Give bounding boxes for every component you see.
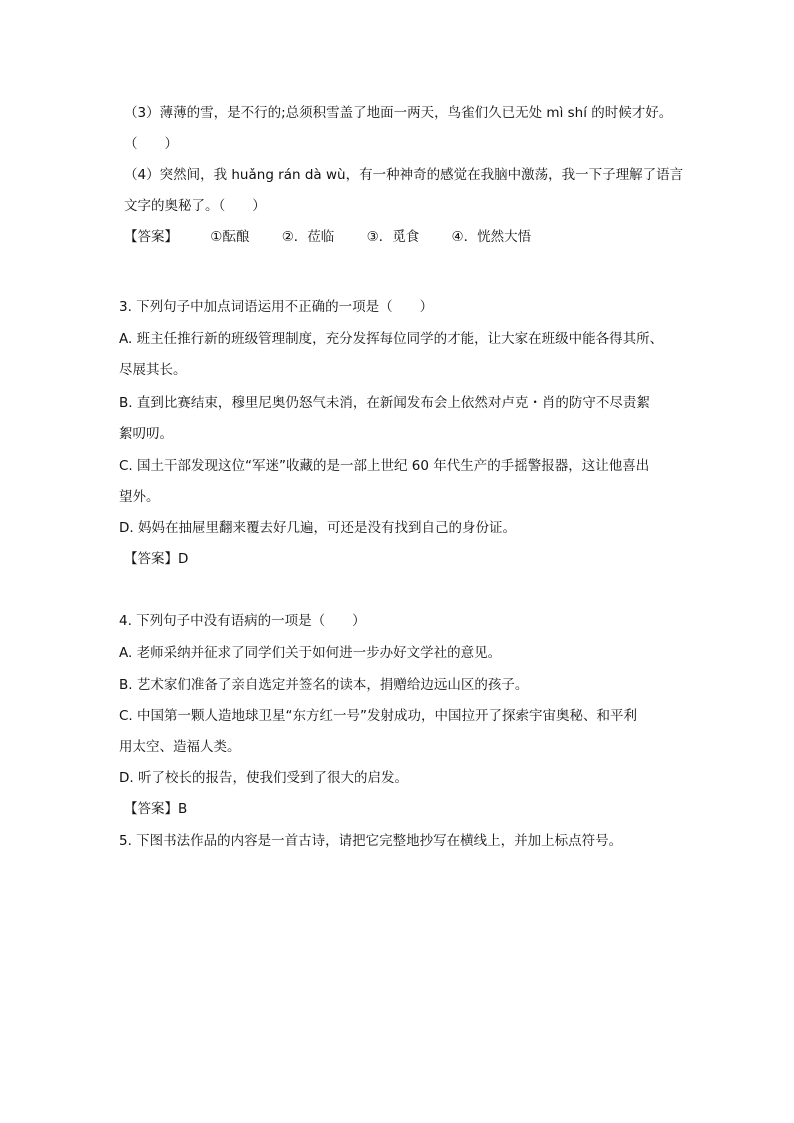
q3-answer: 【答案】D [124,551,189,567]
q3-option-c-line2: 望外。 [119,489,160,505]
q4-option-a-line1: A. 老师采纳并征求了同学们关于如何进一步办好文学社的意见。 [119,645,502,661]
answer-item-2: ②．莅临 [281,229,335,245]
answer-item-1: ①酝酿 [210,229,250,245]
q3-option-d-line1: D. 妈妈在抽屉里翻来覆去好几遍，可还是没有找到自己的身份证。 [119,520,516,536]
q3-stem: 3. 下列句子中加点词语运用不正确的一项是（ ） [119,299,434,315]
q2-item4-line2: 文字的奥秘了。（ ） [124,198,266,214]
q2-item4-line1: （4）突然间，我 huǎng rán dà wù，有一种神奇的感觉在我脑中激荡，我一下子理解了语言 [124,167,684,183]
q4-option-c-line2: 用太空、造福人类。 [119,739,241,755]
q4-option-d-line1: D. 听了校长的报告，使我们受到了很大的启发。 [119,770,408,786]
q4-option-b-line1: B. 艺术家们准备了亲自选定并签名的读本，捐赠给边远山区的孩子。 [119,677,529,693]
answer-item-4: ④．恍然大悟 [451,229,532,245]
q3-option-a-line1: A. 班主任推行新的班级管理制度，充分发挥每位同学的才能，让大家在班级中能各得其所、 [119,331,664,347]
q2-item3-line2: （ ） [124,136,178,152]
answer-label: 【答案】 [124,229,178,245]
q2-item3-line1: （3）薄薄的雪，是不行的;总须积雪盖了地面一两天，鸟雀们久已无处 mì shí 的时候才好。 [124,105,673,121]
q2-answer-row [124,228,559,246]
q4-option-c-line1: C. 中国第一颗人造地球卫星“东方红一号”发射成功，中国拉开了探索宇宙奥秘、和平利 [119,708,637,724]
q3-option-a-line2: 尽展其长。 [119,362,187,378]
q4-answer: 【答案】B [124,801,188,817]
q4-stem: 4. 下列句子中没有语病的一项是（ ） [119,613,366,629]
q3-option-c-line1: C. 国土干部发现这位“军迷”收藏的是一部上世纪 60 年代生产的手摇警报器，这让他喜出 [119,458,650,474]
q3-option-b-line2: 絮叨叨。 [119,426,173,442]
answer-item-3: ③．觅食 [366,229,420,245]
q5-stem: 5. 下图书法作品的内容是一首古诗，请把它完整地抄写在横线上，并加上标点符号。 [119,833,623,849]
q3-option-b-line1: B. 直到比赛结束，穆里尼奥仍怒气未消，在新闻发布会上依然对卢克・肖的防守不尽责絮 [119,395,650,411]
